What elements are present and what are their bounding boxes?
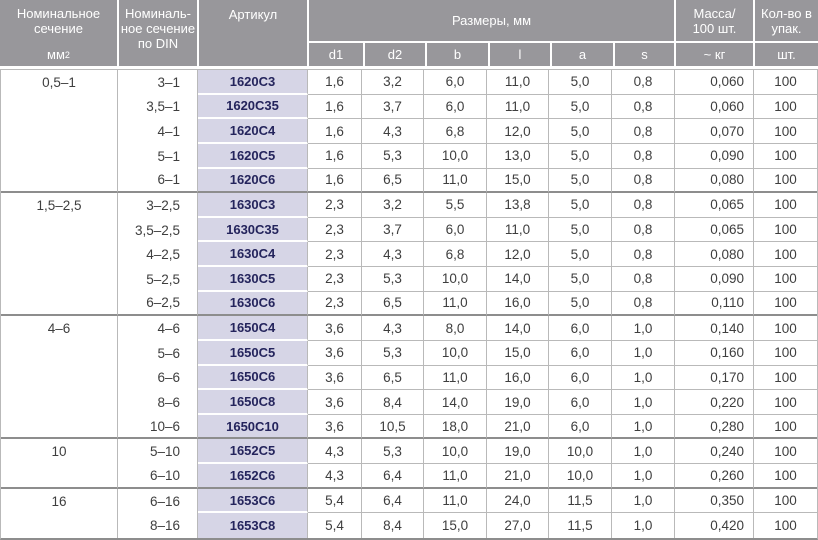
s-cell: 0,8 bbox=[612, 119, 675, 144]
d2-cell: 5,3 bbox=[362, 439, 424, 464]
l-cell: 14,0 bbox=[487, 316, 549, 341]
a-cell: 10,0 bbox=[549, 439, 612, 464]
d1-cell: 5,4 bbox=[308, 513, 362, 538]
table-body bbox=[0, 69, 818, 540]
d2-cell: 4,3 bbox=[362, 119, 424, 144]
s-cell: 1,0 bbox=[612, 415, 675, 440]
mass-cell: 0,090 bbox=[675, 267, 754, 292]
din-title-line2: ное сечение bbox=[120, 21, 196, 36]
subheader-b: b bbox=[425, 43, 488, 66]
quantity-title-line1: Кол-во в bbox=[761, 6, 812, 21]
a-cell: 5,0 bbox=[549, 144, 612, 169]
din-cell: 3,5–1 bbox=[118, 95, 198, 120]
mass-cell: 0,220 bbox=[675, 390, 754, 415]
article-cell: 1630C35 bbox=[198, 218, 308, 243]
qty-cell: 100 bbox=[754, 70, 817, 95]
qty-cell: 100 bbox=[754, 316, 817, 341]
a-cell: 5,0 bbox=[549, 242, 612, 267]
nominal-section-unit: мм 2 bbox=[47, 47, 70, 62]
d2-cell: 6,4 bbox=[362, 464, 424, 489]
s-cell: 0,8 bbox=[612, 95, 675, 120]
qty-cell: 100 bbox=[754, 341, 817, 366]
header-col-mass bbox=[674, 0, 753, 66]
qty-cell: 100 bbox=[754, 390, 817, 415]
d2-cell: 4,3 bbox=[362, 242, 424, 267]
l-cell: 19,0 bbox=[487, 390, 549, 415]
din-cell: 3–1 bbox=[118, 70, 198, 95]
d1-cell: 4,3 bbox=[308, 464, 362, 489]
d2-cell: 6,5 bbox=[362, 292, 424, 317]
l-cell: 12,0 bbox=[487, 242, 549, 267]
mass-cell: 0,350 bbox=[675, 489, 754, 514]
d1-cell: 1,6 bbox=[308, 144, 362, 169]
a-cell: 11,5 bbox=[549, 489, 612, 514]
article-cell: 1620C6 bbox=[198, 169, 308, 194]
article-cell: 1650C6 bbox=[198, 366, 308, 391]
mass-cell: 0,080 bbox=[675, 169, 754, 194]
a-cell: 10,0 bbox=[549, 464, 612, 489]
din-cell: 8–6 bbox=[118, 390, 198, 415]
l-cell: 15,0 bbox=[487, 169, 549, 194]
nominal-section-line1: Номинальное bbox=[16, 6, 101, 21]
header-col-quantity bbox=[753, 0, 818, 66]
qty-cell: 100 bbox=[754, 144, 817, 169]
section-cell bbox=[1, 464, 118, 489]
qty-cell: 100 bbox=[754, 366, 817, 391]
d2-cell: 8,4 bbox=[362, 390, 424, 415]
section-cell bbox=[1, 341, 118, 366]
qty-cell: 100 bbox=[754, 439, 817, 464]
article-cell: 1630C6 bbox=[198, 292, 308, 317]
s-cell: 0,8 bbox=[612, 292, 675, 317]
mass-cell: 0,060 bbox=[675, 95, 754, 120]
article-cell: 1620C5 bbox=[198, 144, 308, 169]
d2-cell: 6,5 bbox=[362, 169, 424, 194]
subheader-d1: d1 bbox=[328, 47, 344, 62]
l-cell: 11,0 bbox=[487, 218, 549, 243]
l-cell: 24,0 bbox=[487, 489, 549, 514]
a-cell: 6,0 bbox=[549, 415, 612, 440]
section-cell bbox=[1, 366, 118, 391]
subheader-kg: ~ кг bbox=[676, 41, 753, 66]
mass-cell: 0,160 bbox=[675, 341, 754, 366]
d1-cell: 2,3 bbox=[308, 242, 362, 267]
s-cell: 1,0 bbox=[612, 341, 675, 366]
s-cell: 0,8 bbox=[612, 144, 675, 169]
a-cell: 6,0 bbox=[549, 390, 612, 415]
section-cell bbox=[1, 218, 118, 243]
section-cell bbox=[1, 292, 118, 317]
mass-cell: 0,420 bbox=[675, 513, 754, 538]
a-cell: 5,0 bbox=[549, 267, 612, 292]
b-cell: 11,0 bbox=[424, 292, 487, 317]
d1-cell: 3,6 bbox=[308, 415, 362, 440]
mass-cell: 0,110 bbox=[675, 292, 754, 317]
b-cell: 10,0 bbox=[424, 341, 487, 366]
article-cell: 1630C3 bbox=[198, 193, 308, 218]
article-cell: 1630C4 bbox=[198, 242, 308, 267]
section-cell: 16 bbox=[1, 489, 118, 514]
a-cell: 5,0 bbox=[549, 218, 612, 243]
subheader-d2: d2 bbox=[363, 43, 425, 66]
qty-cell: 100 bbox=[754, 489, 817, 514]
b-cell: 18,0 bbox=[424, 415, 487, 440]
d1-cell: 3,6 bbox=[308, 366, 362, 391]
b-cell: 10,0 bbox=[424, 144, 487, 169]
s-cell: 1,0 bbox=[612, 366, 675, 391]
article-cell: 1620C35 bbox=[198, 95, 308, 120]
l-cell: 19,0 bbox=[487, 439, 549, 464]
b-cell: 11,0 bbox=[424, 366, 487, 391]
din-cell: 6–16 bbox=[118, 489, 198, 514]
din-cell: 3–2,5 bbox=[118, 193, 198, 218]
qty-cell: 100 bbox=[754, 169, 817, 194]
din-cell: 10–6 bbox=[118, 415, 198, 440]
header-col-din-section bbox=[117, 0, 197, 66]
qty-cell: 100 bbox=[754, 464, 817, 489]
din-cell: 6–1 bbox=[118, 169, 198, 194]
l-cell: 21,0 bbox=[487, 415, 549, 440]
b-cell: 10,0 bbox=[424, 439, 487, 464]
section-cell bbox=[1, 415, 118, 440]
subheader-a: a bbox=[550, 43, 613, 66]
mass-cell: 0,280 bbox=[675, 415, 754, 440]
l-cell: 12,0 bbox=[487, 119, 549, 144]
b-cell: 11,0 bbox=[424, 489, 487, 514]
dimensions-title: Размеры, мм bbox=[451, 13, 532, 28]
d2-cell: 5,3 bbox=[362, 144, 424, 169]
s-cell: 1,0 bbox=[612, 439, 675, 464]
l-cell: 11,0 bbox=[487, 70, 549, 95]
l-cell: 11,0 bbox=[487, 95, 549, 120]
din-cell: 6–10 bbox=[118, 464, 198, 489]
b-cell: 15,0 bbox=[424, 513, 487, 538]
d1-cell: 2,3 bbox=[308, 193, 362, 218]
din-cell: 5–6 bbox=[118, 341, 198, 366]
d1-cell: 1,6 bbox=[308, 70, 362, 95]
section-cell bbox=[1, 513, 118, 538]
article-title: Артикул bbox=[228, 7, 278, 22]
qty-cell: 100 bbox=[774, 518, 797, 534]
qty-cell: 100 bbox=[754, 267, 817, 292]
d1-cell: 3,6 bbox=[308, 341, 362, 366]
s-cell: 0,8 bbox=[612, 218, 675, 243]
s-cell: 0,8 bbox=[612, 70, 675, 95]
d1-cell: 1,6 bbox=[308, 119, 362, 144]
l-cell: 21,0 bbox=[487, 464, 549, 489]
mass-cell: 0,260 bbox=[675, 464, 754, 489]
b-cell: 14,0 bbox=[424, 390, 487, 415]
l-cell: 13,8 bbox=[487, 193, 549, 218]
s-cell: 0,8 bbox=[612, 267, 675, 292]
b-cell: 8,0 bbox=[424, 316, 487, 341]
subheader-pcs: шт. bbox=[755, 41, 818, 66]
s-cell: 1,0 bbox=[612, 513, 675, 538]
d1-cell: 3,6 bbox=[308, 390, 362, 415]
s-cell: 0,8 bbox=[612, 169, 675, 194]
a-cell: 5,0 bbox=[549, 70, 612, 95]
din-title-line1: Номиналь- bbox=[125, 6, 191, 21]
article-cell: 1630C5 bbox=[198, 267, 308, 292]
d1-cell: 3,6 bbox=[308, 316, 362, 341]
d1-cell: 4,3 bbox=[308, 439, 362, 464]
d1-cell: 5,4 bbox=[308, 489, 362, 514]
mass-cell: 0,240 bbox=[675, 439, 754, 464]
b-cell: 6,0 bbox=[424, 70, 487, 95]
section-cell bbox=[1, 390, 118, 415]
a-cell: 6,0 bbox=[549, 366, 612, 391]
section-cell: 1,5–2,5 bbox=[1, 193, 118, 218]
qty-cell: 100 bbox=[754, 242, 817, 267]
a-cell: 5,0 bbox=[549, 169, 612, 194]
section-cell bbox=[1, 144, 118, 169]
b-cell: 6,0 bbox=[424, 218, 487, 243]
b-cell: 5,5 bbox=[424, 193, 487, 218]
d2-cell: 5,3 bbox=[362, 341, 424, 366]
dimensions-subheader bbox=[309, 41, 674, 66]
l-cell: 16,0 bbox=[487, 366, 549, 391]
d2-cell: 6,5 bbox=[362, 366, 424, 391]
table-header bbox=[0, 0, 818, 66]
b-cell: 11,0 bbox=[424, 169, 487, 194]
section-cell: 10 bbox=[1, 439, 118, 464]
d1-cell: 2,3 bbox=[308, 267, 362, 292]
d1-cell: 1,6 bbox=[308, 95, 362, 120]
d2-cell: 3,2 bbox=[362, 70, 424, 95]
mass-title bbox=[676, 0, 753, 41]
s-cell: 1,0 bbox=[612, 390, 675, 415]
quantity-title-line2: упак. bbox=[771, 21, 802, 36]
qty-cell: 100 bbox=[754, 218, 817, 243]
section-cell bbox=[1, 95, 118, 120]
a-cell: 5,0 bbox=[549, 292, 612, 317]
d2-cell: 3,7 bbox=[362, 218, 424, 243]
din-cell: 5–2,5 bbox=[118, 267, 198, 292]
mass-cell: 0,065 bbox=[675, 193, 754, 218]
article-cell: 1620C4 bbox=[198, 119, 308, 144]
din-cell: 3,5–2,5 bbox=[118, 218, 198, 243]
din-cell: 5–10 bbox=[118, 439, 198, 464]
din-cell: 4–2,5 bbox=[118, 242, 198, 267]
section-cell: 4–6 bbox=[1, 316, 118, 341]
mass-cell: 0,170 bbox=[675, 366, 754, 391]
mass-cell: 0,080 bbox=[675, 242, 754, 267]
din-cell: 4–1 bbox=[118, 119, 198, 144]
din-cell: 6–6 bbox=[118, 366, 198, 391]
article-cell: 1620C3 bbox=[198, 70, 308, 95]
header-col-article bbox=[197, 0, 307, 66]
mass-cell: 0,090 bbox=[675, 144, 754, 169]
header-col-nominal-section bbox=[0, 0, 117, 66]
mass-cell: 0,070 bbox=[675, 119, 754, 144]
d2-cell: 6,4 bbox=[362, 489, 424, 514]
mass-cell: 0,140 bbox=[675, 316, 754, 341]
l-cell: 15,0 bbox=[487, 341, 549, 366]
b-cell: 6,0 bbox=[424, 95, 487, 120]
s-cell: 0,8 bbox=[612, 242, 675, 267]
b-cell: 6,8 bbox=[424, 119, 487, 144]
d2-cell: 10,5 bbox=[362, 415, 424, 440]
subheader-s: s bbox=[613, 43, 674, 66]
s-cell: 1,0 bbox=[612, 316, 675, 341]
l-cell: 13,0 bbox=[487, 144, 549, 169]
article-cell: 1650C8 bbox=[198, 390, 308, 415]
a-cell: 6,0 bbox=[549, 316, 612, 341]
nominal-section-line2: сечение bbox=[34, 21, 83, 36]
a-cell: 5,0 bbox=[549, 193, 612, 218]
section-cell bbox=[1, 242, 118, 267]
article-cell: 1650C10 bbox=[198, 415, 308, 440]
d2-cell: 8,4 bbox=[362, 513, 424, 538]
din-title-line3: по DIN bbox=[137, 36, 179, 51]
d2-cell: 3,2 bbox=[362, 193, 424, 218]
qty-cell: 100 bbox=[754, 95, 817, 120]
article-cell: 1652C6 bbox=[198, 464, 308, 489]
din-cell: 4–6 bbox=[118, 316, 198, 341]
s-cell: 1,0 bbox=[612, 489, 675, 514]
article-cell: 1652C5 bbox=[198, 439, 308, 464]
a-cell: 5,0 bbox=[549, 95, 612, 120]
section-cell bbox=[1, 267, 118, 292]
d1-cell: 1,6 bbox=[308, 169, 362, 194]
l-cell: 14,0 bbox=[487, 267, 549, 292]
b-cell: 10,0 bbox=[424, 267, 487, 292]
mass-title-line2: 100 шт. bbox=[692, 21, 737, 36]
l-cell: 16,0 bbox=[487, 292, 549, 317]
d2-cell: 4,3 bbox=[362, 316, 424, 341]
s-cell: 1,0 bbox=[612, 464, 675, 489]
a-cell: 5,0 bbox=[549, 119, 612, 144]
subheader-l: l bbox=[488, 43, 550, 66]
a-cell: 11,5 bbox=[549, 513, 612, 538]
article-cell: 1653C8 bbox=[198, 513, 308, 538]
b-cell: 6,8 bbox=[424, 242, 487, 267]
article-cell: 1653C6 bbox=[198, 489, 308, 514]
quantity-title bbox=[755, 0, 818, 41]
b-cell: 11,0 bbox=[424, 464, 487, 489]
d2-cell: 5,3 bbox=[362, 267, 424, 292]
section-cell: 0,5–1 bbox=[1, 70, 118, 95]
mass-cell: 0,060 bbox=[675, 70, 754, 95]
din-cell: 8–16 bbox=[118, 513, 198, 538]
qty-cell: 100 bbox=[754, 292, 817, 317]
section-cell bbox=[1, 119, 118, 144]
nominal-section-title bbox=[0, 0, 117, 36]
article-cell: 1650C4 bbox=[198, 316, 308, 341]
header-col-dimensions bbox=[307, 0, 674, 66]
mass-title-line1: Масса/ bbox=[693, 6, 736, 21]
l-cell: 27,0 bbox=[487, 513, 549, 538]
qty-cell: 100 bbox=[754, 119, 817, 144]
a-cell: 6,0 bbox=[549, 341, 612, 366]
section-cell bbox=[1, 169, 118, 194]
din-cell: 5–1 bbox=[118, 144, 198, 169]
qty-cell: 100 bbox=[754, 193, 817, 218]
article-cell: 1650C5 bbox=[198, 341, 308, 366]
qty-cell: 100 bbox=[754, 415, 817, 440]
d1-cell: 2,3 bbox=[308, 292, 362, 317]
s-cell: 0,8 bbox=[612, 193, 675, 218]
mass-cell: 0,065 bbox=[675, 218, 754, 243]
din-cell: 6–2,5 bbox=[118, 292, 198, 317]
d2-cell: 3,7 bbox=[362, 95, 424, 120]
d1-cell: 2,3 bbox=[308, 218, 362, 243]
